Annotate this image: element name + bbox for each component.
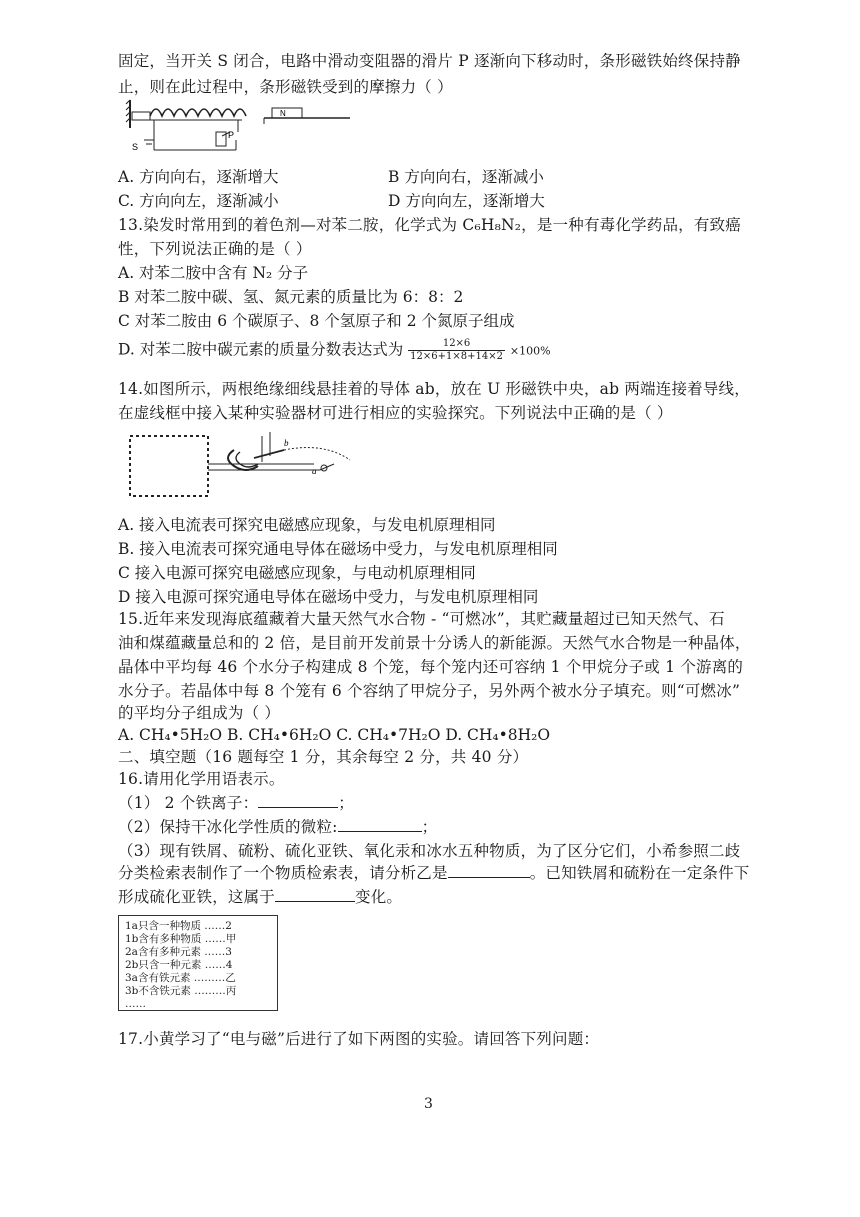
slider-label: P: [228, 130, 235, 140]
q16-part-3-line-2-a: 分类检索表制作了一个物质检索表，请分析乙是: [118, 864, 448, 882]
conductor-b-label: b: [284, 438, 289, 448]
q14-option-b: B. 接入电流表可探究通电导体在磁场中受力，与发电机原理相同: [118, 540, 558, 558]
page-number: 3: [424, 1096, 433, 1112]
q15-line-3: 晶体中平均每 46 个水分子构建成 8 个笼，每个笼内还可容纳 1 个甲烷分子或 1 个游离的: [118, 658, 744, 676]
q12-option-b: B 方向向右，逐渐减小: [388, 168, 544, 186]
q13-option-b: B 对苯二胺中碳、氢、氮元素的质量比为 6：8：2: [118, 288, 464, 306]
q16-part-2-text: （2）保持干冰化学性质的微粒:: [118, 818, 338, 836]
q13-option-d-suffix: ×100%: [509, 344, 551, 358]
key-row: 3b不含铁元素 ………丙: [125, 985, 237, 997]
q12-line-1: 固定，当开关 S 闭合，电路中滑动变阻器的滑片 P 逐渐向下移动时，条形磁铁始终保持静: [118, 52, 741, 70]
q16-part-3-line-1: （3）现有铁屑、硫粉、硫化亚铁、氧化汞和冰水五种物质，为了区分它们，小希参照二歧: [118, 842, 741, 860]
key-row: 2a含有多种元素 ……3: [125, 946, 232, 958]
q16-part-3-line-3-b: 变化。: [355, 888, 403, 906]
q16-part-3-line-2-b: 。已知铁屑和硫粉在一定条件下: [529, 864, 750, 882]
q16-part-3-line-3-a: 形成硫化亚铁，这属于: [118, 888, 276, 906]
q16-part-1-text: （1） 2 个铁离子：: [118, 794, 259, 812]
q16-part-2-end: ；: [421, 818, 438, 836]
q14-option-c: C 接入电源可探究电磁感应现象，与电动机原理相同: [118, 564, 476, 582]
key-row: 1b含有多种物质 ……甲: [125, 933, 237, 945]
q15-line-2: 油和煤蕴藏量总和的 2 倍，是目前开发前景十分诱人的新能源。天然气水合物是一种晶体，: [118, 634, 751, 652]
q16-part-3-line-3: [118, 886, 402, 908]
fraction-numerator: 12×6: [408, 338, 505, 351]
conductor-a-label: a: [312, 466, 317, 476]
q14-option-a: A. 接入电流表可探究电磁感应现象，与发电机原理相同: [118, 516, 496, 534]
q16-part-2: [118, 816, 437, 838]
answer-blank-3[interactable]: [448, 863, 530, 878]
q14-option-d: D 接入电源可探究通电导体在磁场中受力，与发电机原理相同: [118, 588, 539, 606]
answer-blank-4[interactable]: [275, 887, 355, 902]
q13-option-d-prefix: D. 对苯二胺中碳元素的质量分数表达式为: [118, 340, 404, 359]
q15-options: A. CH₄•5H₂O B. CH₄•6H₂O C. CH₄•7H₂O D. CH₄•8H₂O: [118, 726, 551, 744]
section-2-heading: 二、填空题（16 题每空 1 分，其余每空 2 分，共 40 分）: [118, 748, 529, 766]
switch-label: S: [132, 142, 139, 152]
q16-part-1: [118, 792, 354, 814]
key-row: ……: [125, 998, 146, 1010]
q13-line-2: 性，下列说法正确的是（ ）: [118, 240, 312, 258]
q15-line-1: 15.近年来发现海底蕴藏着大量天然气水合物 - “可燃冰”，其贮藏量超过已知天然气、石: [118, 610, 725, 628]
q13-line-1: 13.染发时常用到的着色剂—对苯二胺，化学式为 C₆H₈N₂，是一种有毒化学药品，有致癌: [118, 216, 741, 234]
q12-option-a: A. 方向向右，逐渐增大: [118, 168, 279, 186]
q13-option-a: A. 对苯二胺中含有 N₂ 分子: [118, 264, 309, 282]
q17-line-1: 17.小黄学习了“电与磁”后进行了如下两图的实验。请回答下列问题：: [118, 1030, 600, 1048]
answer-blank-2[interactable]: [338, 817, 422, 832]
mass-fraction-expression: [408, 338, 505, 363]
q12-option-c: C. 方向向左，逐渐减小: [118, 192, 279, 210]
q13-option-c: C 对苯二胺由 6 个碳原子、8 个氢原子和 2 个氮原子组成: [118, 312, 515, 330]
q15-line-4: 水分子。若晶体中每 8 个笼有 6 个容纳了甲烷分子，另外两个被水分子填充。则“可燃冰”: [118, 682, 741, 700]
answer-blank-1[interactable]: [258, 793, 338, 808]
q12-circuit-figure: [124, 98, 354, 160]
fraction-denominator: 12×6+1×8+14×2: [410, 351, 503, 362]
key-row: 1a只含一种物质 ……2: [125, 920, 232, 932]
q16-part-3-line-2: [118, 862, 750, 884]
key-row: 2b只含一种元素 ……4: [125, 959, 233, 971]
q15-line-5: 的平均分子组成为（ ）: [118, 704, 281, 722]
magnet-label: N: [280, 109, 286, 118]
q14-line-2: 在虚线框中接入某种实验器材可进行相应的实验探究。下列说法中正确的是（ ）: [118, 404, 673, 422]
key-row: 3a含有铁元素 ………乙: [125, 972, 236, 984]
q16-title: 16.请用化学用语表示。: [118, 770, 285, 788]
q13-option-d: [118, 338, 551, 363]
q16-part-1-end: ；: [338, 794, 354, 812]
classification-key-table: [118, 915, 278, 1011]
q14-line-1: 14.如图所示，两根绝缘细线悬挂着的导体 ab，放在 U 形磁铁中央，ab 两端连接着导线，: [118, 380, 750, 398]
q14-experiment-figure: [124, 428, 354, 500]
q12-option-d: D 方向向左，逐渐增大: [388, 192, 545, 210]
q12-line-2: 止，则在此过程中，条形磁铁受到的摩擦力（ ）: [118, 78, 453, 96]
